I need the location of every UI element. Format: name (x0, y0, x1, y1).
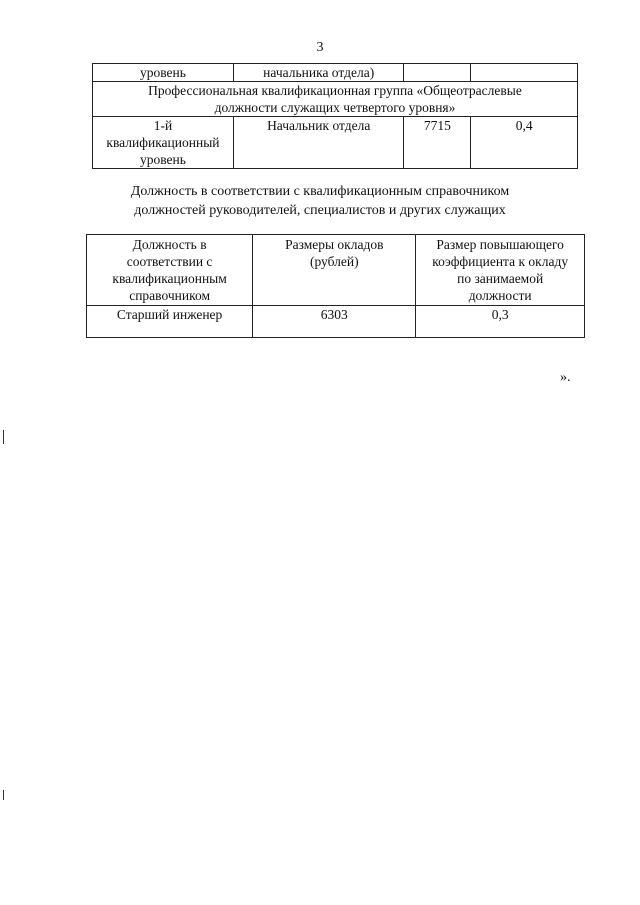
table-row (93, 64, 578, 82)
table-row (93, 117, 578, 169)
group-header-row (93, 82, 578, 117)
qualification-table (92, 63, 578, 169)
level-cell: 1-й квалификационный уровень (93, 117, 234, 169)
scan-edge-mark (3, 790, 4, 800)
table-header-row (87, 235, 585, 306)
closing-quote-mark: ». (560, 370, 571, 385)
salary-cell: 6303 (253, 306, 416, 338)
table-cell (471, 64, 578, 82)
salary-cell: 7715 (404, 117, 471, 169)
position-cell: Начальник отдела (233, 117, 404, 169)
column-header-salary: Размеры окладов (рублей) (253, 235, 416, 306)
position-cell: Старший инженер (87, 306, 253, 338)
table-row (87, 306, 585, 338)
table-cell: начальника отдела) (233, 64, 404, 82)
column-header-coefficient: Размер повышающего коэффициента к окладу по занимаемой должности (416, 235, 585, 306)
page-number: 3 (316, 40, 324, 55)
table-cell (404, 64, 471, 82)
group-header-cell: Профессиональная квалификационная группа «Общеотраслевые должности служащих четвертого уровня» (93, 82, 578, 117)
coefficient-cell: 0,3 (416, 306, 585, 338)
coefficient-cell: 0,4 (471, 117, 578, 169)
table-cell: уровень (93, 64, 234, 82)
scan-edge-mark (3, 430, 4, 444)
reference-positions-table (86, 234, 585, 338)
section-heading: Должность в соответствии с квалификационным справочником должностей руководителей, специалистов и других служащих (130, 184, 510, 218)
column-header-position: Должность в соответствии с квалификационным справочником (87, 235, 253, 306)
